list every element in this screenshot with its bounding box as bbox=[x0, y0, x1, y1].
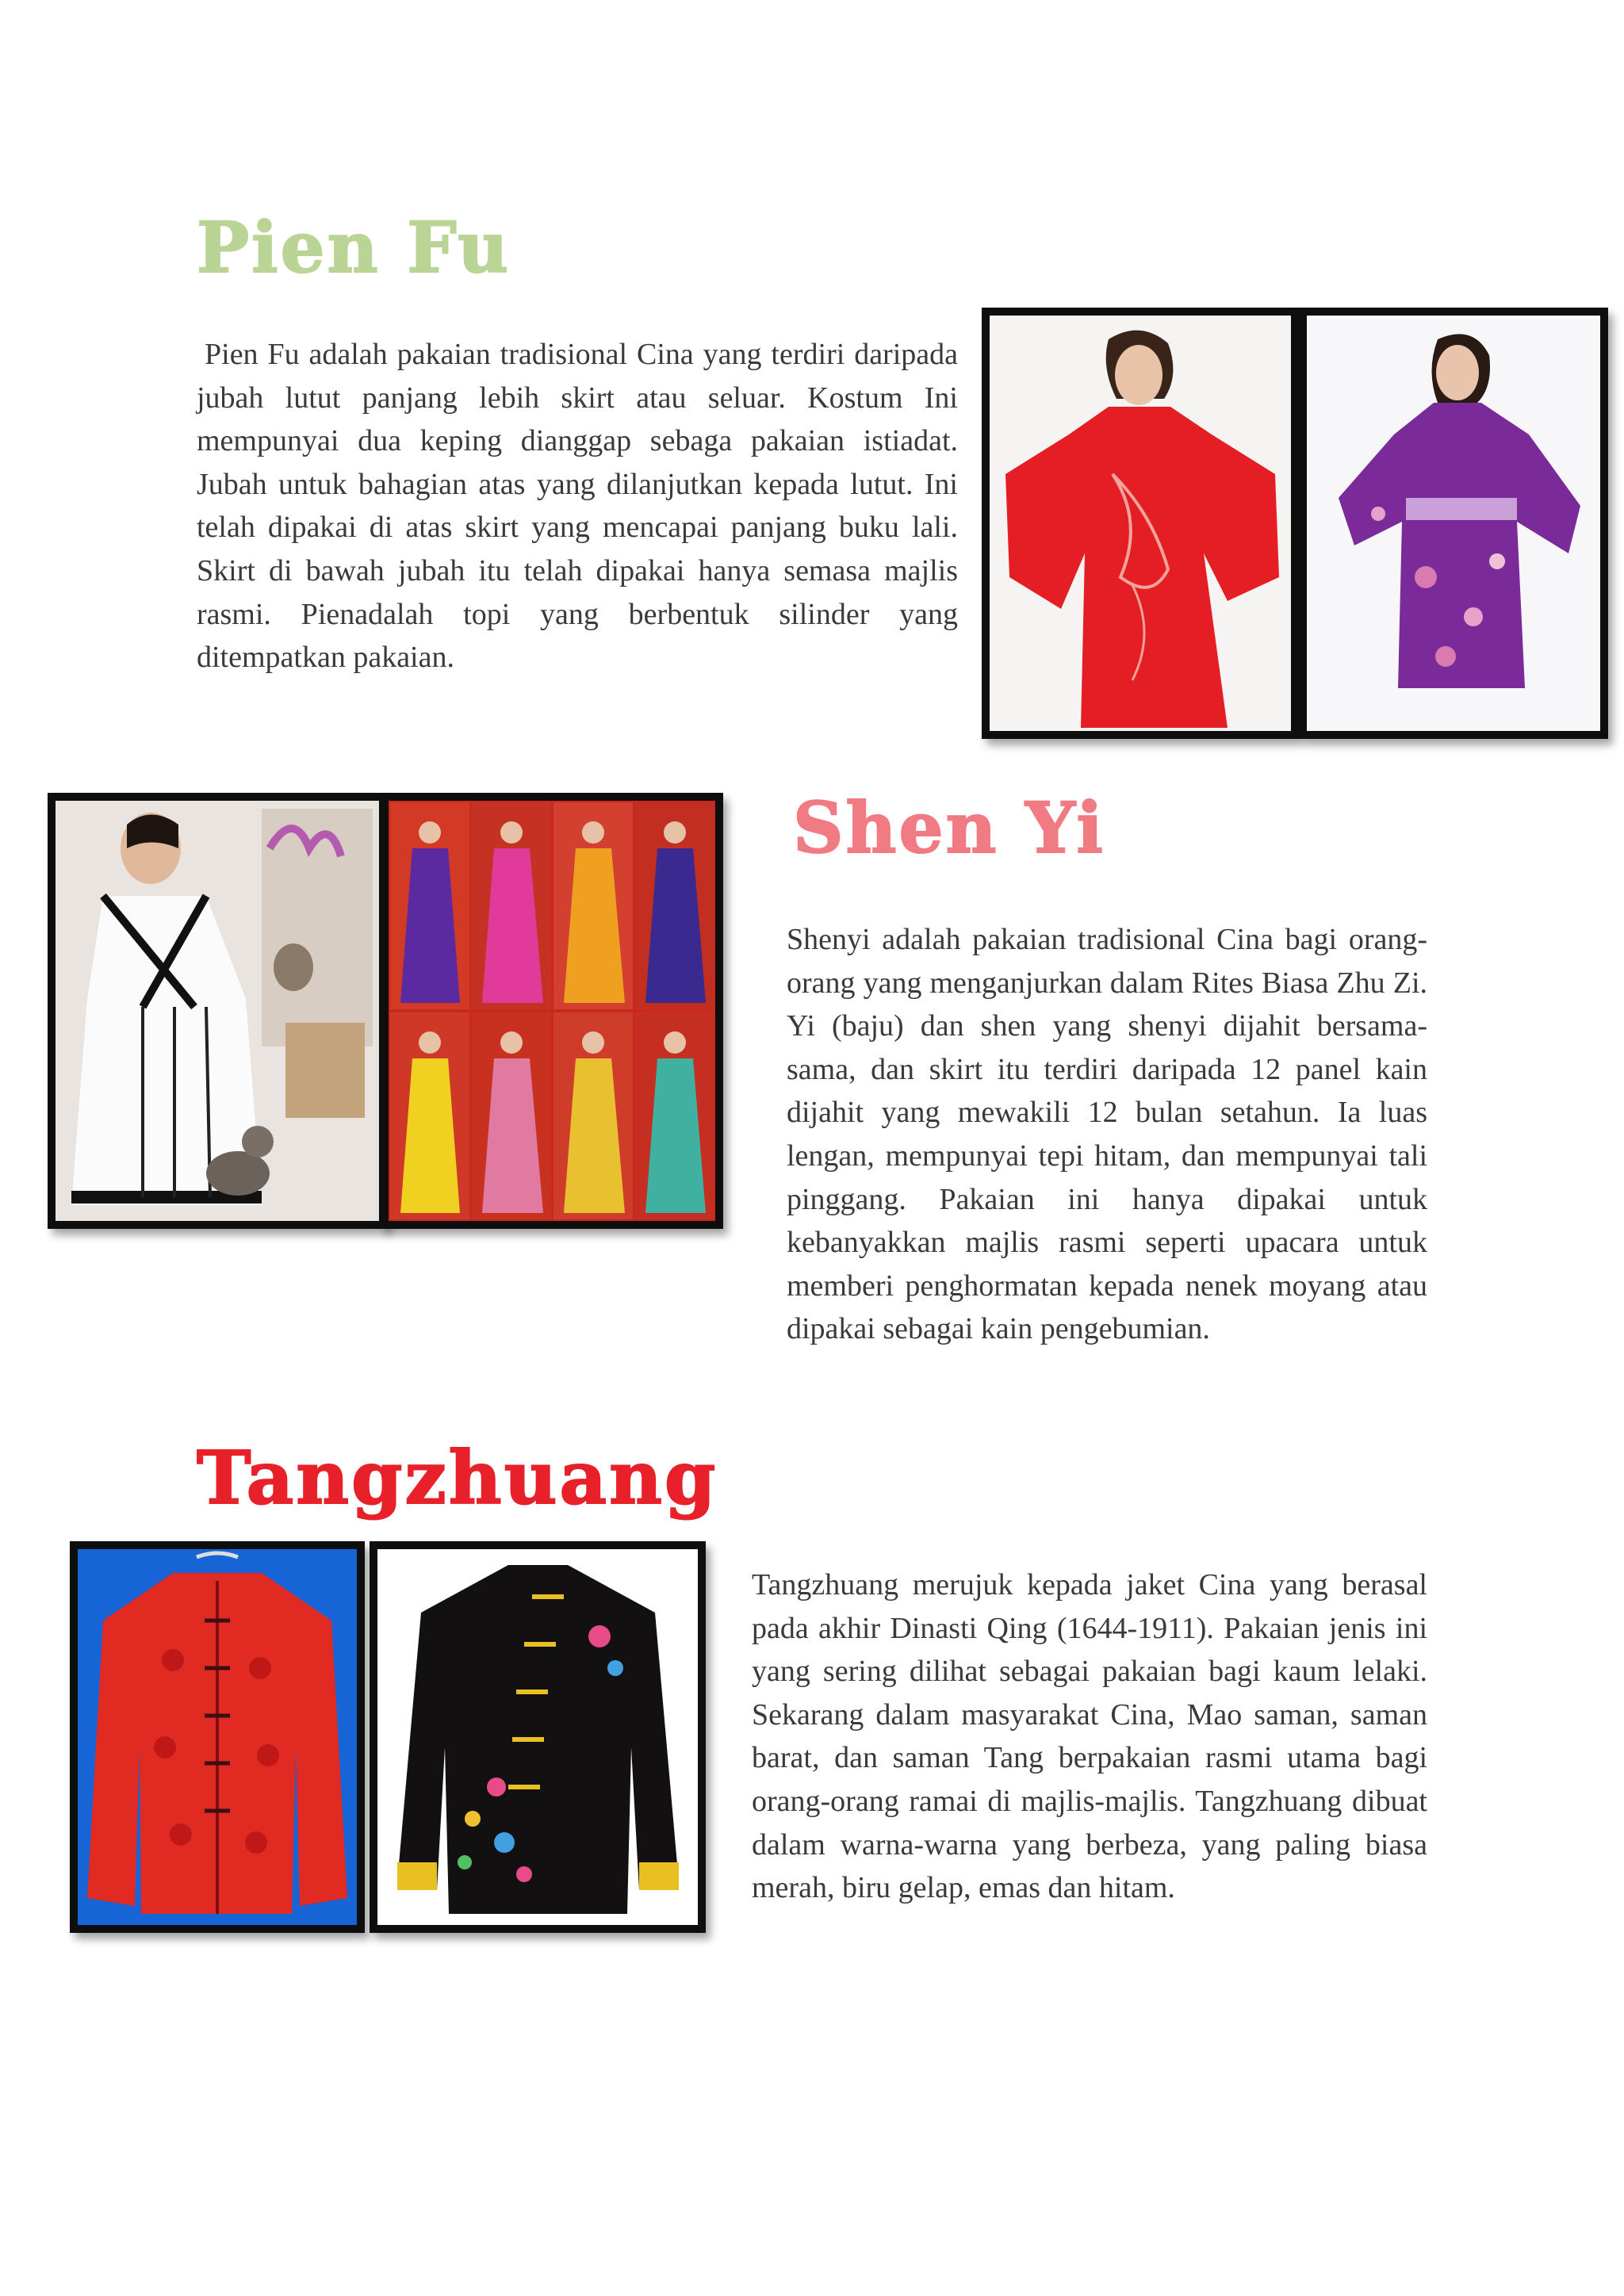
photo-shenyi-seated bbox=[48, 793, 387, 1229]
title-shen-yi: Shen Yi bbox=[793, 786, 1105, 869]
title-pien-fu: Pien Fu bbox=[197, 206, 511, 289]
photo-purple-kimono bbox=[1299, 308, 1608, 739]
photo-black-embroidered-jacket bbox=[370, 1541, 706, 1933]
photo-red-silk-jacket bbox=[70, 1541, 365, 1933]
paragraph-shen-yi: Shenyi adalah pakaian tradisional Cina bagi orang-orang yang menganjurkan dalam Rites Biasa Zhu Zi. Yi (baju) dan shen yang shenyi dijahit bersama-sama, dan skirt itu terdiri daripada 12 panel kain dijahit yang mewakili 12 bulan setahun. Ia luas lengan, mempunyai tepi hitam, dan mempunyai tali pinggang. Pakaian ini hanya dipakai untuk kebanyakkan majlis rasmi seperti upacara untuk memberi penghormatan kepada nenek moyang atau dipakai sebagai kain pengebumian. bbox=[787, 923, 1427, 1346]
paragraph-pien-fu: Pien Fu adalah pakaian tradisional Cina yang terdiri daripada jubah lutut panjang lebih skirt atau seluar. Kostum Ini mempunyai dua keping dianggap sebaga pakaian istiadat. Jubah untuk bahagian atas yang dilanjutkan kepada lutut. Ini telah dipakai di atas skirt yang mencapai panjang buku lali. Skirt di bawah jubah itu telah dipakai hanya semasa majlis rasmi. Pienadalah topi yang berbentuk silinder yang ditempatkan pakaian. bbox=[197, 338, 958, 675]
title-tangzhuang: Tangzhuang bbox=[197, 1435, 718, 1521]
paragraph-tangzhuang: Tangzhuang merujuk kepada jaket Cina yang berasal pada akhir Dinasti Qing (1644-1911). Pakaian jenis ini yang sering dilihat sebagai pakaian bagi kaum lelaki. Sekarang dalam masyarakat Cina, Mao saman, saman barat, dan saman Tang berpakaian rasmi utama bagi orang-orang ramai di majlis-majlis. Tangzhuang dibuat dalam warna-warna yang berbeza, yang paling biasa merah, biru gelap, emas dan hitam. bbox=[752, 1568, 1427, 1905]
photo-red-robe bbox=[982, 308, 1299, 739]
photo-hanbok-grid bbox=[381, 793, 723, 1229]
